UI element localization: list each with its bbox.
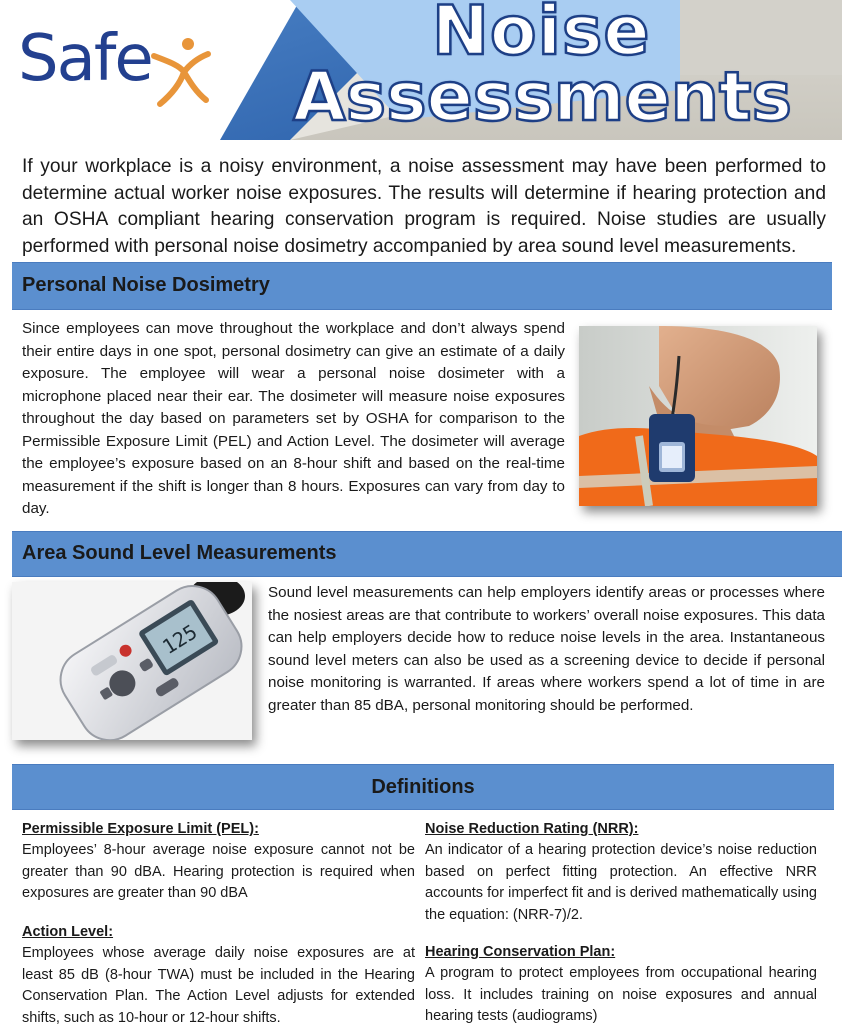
area-body: Sound level measurements can help employers identify areas or processes where the nosiest areas are that contribute to workers’ overall noise exposures. This data can help employers decide how to reduce noise levels in the area. Instantaneous sound level meters can also be used as a screening device to decide if personal noise monitoring is warranted. If areas where workers spend a lot of time in are greater than 85 dBA, personal monitoring should be performed. <box>268 584 825 714</box>
dosimetry-body: Since employees can move throughout the workplace and don’t always spend their entire days in one spot, personal dosimetry can give an estimate of a daily exposure. The employee will wear a personal noise dosimeter with a microphone placed near their ear. The dosimeter will measure noise exposures throughout the day based on parameters set by OSHA for comparison to the Permissible Exposure Limit (PEL) and Action Level. The dosimeter will average the employee’s exposure based on an 8-hour shift and based on the real-time measurement if the shift is longer than 8 hours. Exposures can vary from day to day. <box>22 320 565 517</box>
logo <box>18 22 152 96</box>
definition-action-level: Employees whose average daily noise exposures are at least 85 dB (8-hour TWA) must be included in the Hearing Conservation Plan. The Action Level adjusts for extended shifts, such as 10-hour or 12-hour shifts. <box>22 945 415 1026</box>
term-pel: Permissible Exposure Limit (PEL): <box>22 821 259 837</box>
intro-paragraph: If your workplace is a noisy environment, a noise assessment may have been performed to determine actual worker noise exposures. The results will determine if hearing protection and an OSHA compliant hearing conservation program is required. Noise studies are usually performed with personal noise dosimetry accompanied by area sound level measurements. <box>22 156 826 257</box>
title-line-1: Noise <box>432 0 651 71</box>
logo-text: Safe <box>18 22 152 96</box>
meter-reading: 125 <box>158 619 202 660</box>
section-bar-area <box>12 531 842 577</box>
definition-nrr: An indicator of a hearing protection device’s noise reduction based on perfect fitting protection. An effective NRR accounts for imperfect fit and is derived mathematically using the equation: (NRR-7)/2. <box>425 842 817 923</box>
section-title-dosimetry: Personal Noise Dosimetry <box>22 274 270 296</box>
section-title-area: Area Sound Level Measurements <box>22 542 337 564</box>
section-bar-dosimetry <box>12 262 832 310</box>
section-title-definitions: Definitions <box>371 776 475 798</box>
dosimeter-worker-photo <box>579 326 817 506</box>
term-hcp: Hearing Conservation Plan: <box>425 944 616 960</box>
meter-illustration <box>12 582 252 740</box>
logo-figure-icon <box>150 36 212 108</box>
sound-level-meter-photo <box>12 582 252 740</box>
definition-hcp: A program to protect employees from occupational hearing loss. It includes training on noise exposures and annual hearing tests (audiograms) <box>425 965 817 1024</box>
term-action-level: Action Level: <box>22 924 114 940</box>
definition-pel: Employees’ 8-hour average noise exposure cannot not be greater than 90 dBA. Hearing protection is required when exposures are greater than 90 dBA <box>22 842 415 901</box>
section-bar-definitions <box>12 764 834 810</box>
worker-illustration <box>579 326 817 506</box>
title-line-2: Assessments <box>293 58 793 137</box>
term-nrr: Noise Reduction Rating (NRR): <box>425 821 639 837</box>
